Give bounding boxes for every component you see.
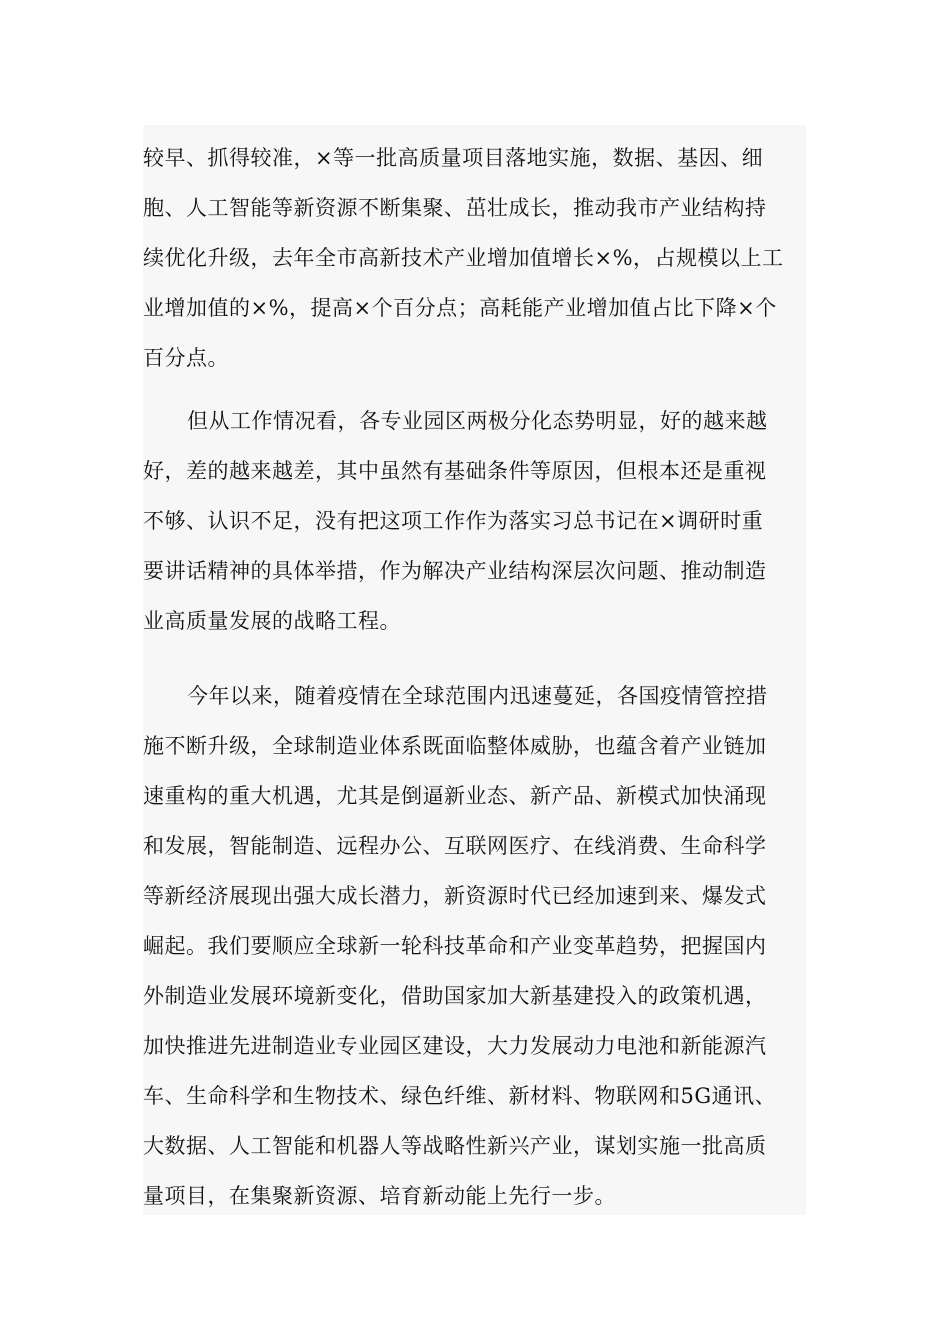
- text-line: 等新经济展现出强大成长潜力，新资源时代已经加速到来、爆发式: [143, 884, 767, 908]
- paragraph-3: [143, 671, 806, 1221]
- paragraph-1: [143, 133, 806, 383]
- text-line: 要讲话精神的具体举措，作为解决产业结构深层次问题、推动制造: [143, 559, 767, 583]
- text-line: 胞、人工智能等新资源不断集聚、茁壮成长，推动我市产业结构持: [143, 196, 767, 220]
- text-line: 量项目，在集聚新资源、培育新动能上先行一步。: [143, 1184, 616, 1208]
- text-line: 崛起。我们要顺应全球新一轮科技革命和产业变革趋势，把握国内: [143, 934, 767, 958]
- text-line: 较早、抓得较准，×等一批高质量项目落地实施，数据、基因、细: [143, 146, 764, 170]
- text-line: 但从工作情况看，各专业园区两极分化态势明显，好的越来越: [187, 409, 768, 433]
- text-line: 速重构的重大机遇，尤其是倒逼新业态、新产品、新模式加快涌现: [143, 784, 767, 808]
- text-line: 不够、认识不足，没有把这项工作作为落实习总书记在×调研时重: [143, 509, 764, 533]
- text-line: 施不断升级，全球制造业体系既面临整体威胁，也蕴含着产业链加: [143, 734, 767, 758]
- paragraph-2: [143, 396, 806, 646]
- text-line: 车、生命科学和生物技术、绿色纤维、新材料、物联网和5G通讯、: [143, 1084, 777, 1108]
- text-line: 今年以来，随着疫情在全球范围内迅速蔓延，各国疫情管控措: [187, 684, 768, 708]
- text-line: 业高质量发展的战略工程。: [143, 609, 401, 633]
- text-line: 续优化升级，去年全市高新技术产业增加值增长×%，占规模以上工: [143, 246, 784, 270]
- text-line: 和发展，智能制造、远程办公、互联网医疗、在线消费、生命科学: [143, 834, 767, 858]
- text-line: 加快推进先进制造业专业园区建设，大力发展动力电池和新能源汽: [143, 1034, 767, 1058]
- text-line: 好，差的越来越差，其中虽然有基础条件等原因，但根本还是重视: [143, 459, 767, 483]
- text-line: 外制造业发展环境新变化，借助国家加大新基建投入的政策机遇，: [143, 984, 767, 1008]
- text-line: 大数据、人工智能和机器人等战略性新兴产业，谋划实施一批高质: [143, 1134, 767, 1158]
- text-line: 百分点。: [143, 346, 229, 370]
- text-block: [143, 125, 806, 1215]
- text-line: 业增加值的×%，提高×个百分点；高耗能产业增加值占比下降×个: [143, 296, 777, 320]
